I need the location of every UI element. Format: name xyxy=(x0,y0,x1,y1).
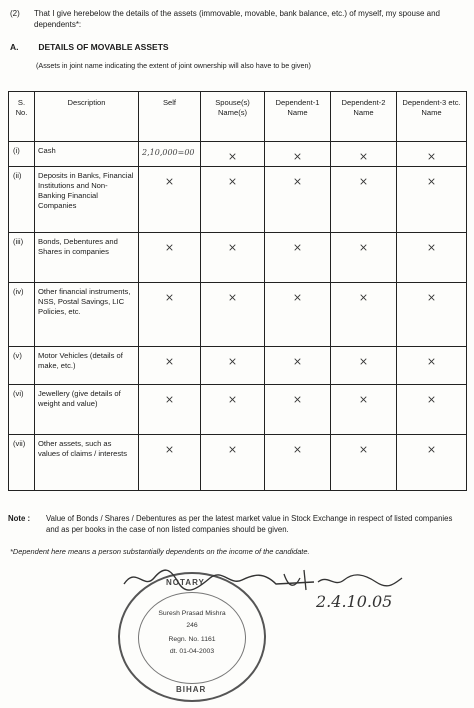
table-row xyxy=(9,283,467,347)
header-sno: S. No. xyxy=(9,92,35,142)
table-header-row xyxy=(9,92,467,142)
cross-mark: × xyxy=(201,283,265,347)
header-self: Self xyxy=(139,92,201,142)
cross-mark: × xyxy=(265,385,331,435)
stamp-number-line: 246 xyxy=(186,622,198,629)
header-dependent-1: Dependent-1 Name xyxy=(265,92,331,142)
cross-mark: × xyxy=(139,233,201,283)
cross-mark: × xyxy=(139,385,201,435)
cross-mark: × xyxy=(331,347,397,385)
row-sno: (vii) xyxy=(9,435,35,491)
dependent-footnote: *Dependent here means a person substantially dependents on the income of the candidate. xyxy=(10,547,310,556)
cross-mark: × xyxy=(265,283,331,347)
cross-mark: × xyxy=(331,283,397,347)
cross-mark: × xyxy=(139,283,201,347)
row-description: Other financial instruments, NSS, Postal Savings, LIC Policies, etc. xyxy=(35,283,139,347)
table-row xyxy=(9,435,467,491)
table-row xyxy=(9,233,467,283)
cross-mark: × xyxy=(139,435,201,491)
cross-mark: × xyxy=(265,142,331,167)
row-description: Cash xyxy=(35,142,139,167)
table-row xyxy=(9,347,467,385)
intro-text: That I give herebelow the details of the assets (immovable, movable, bank balance, etc.) of myself, my spouse and dependents*: xyxy=(34,9,440,29)
section-title: DETAILS OF MOVABLE ASSETS xyxy=(38,42,169,52)
cross-mark: × xyxy=(265,435,331,491)
movable-assets-table xyxy=(8,91,467,491)
cross-mark: × xyxy=(397,347,467,385)
cross-mark: × xyxy=(397,233,467,283)
cross-mark: × xyxy=(397,283,467,347)
cross-mark: × xyxy=(201,347,265,385)
cross-mark: × xyxy=(265,167,331,233)
cross-mark: × xyxy=(397,385,467,435)
cross-mark: × xyxy=(201,233,265,283)
row-description: Jewellery (give details of weight and value) xyxy=(35,385,139,435)
cross-mark: × xyxy=(397,167,467,233)
cross-mark: × xyxy=(139,347,201,385)
stamp-bottom-text: BIHAR xyxy=(176,685,207,694)
cross-mark: × xyxy=(331,385,397,435)
stamp-name-line: Suresh Prasad Mishra xyxy=(158,610,226,617)
section-letter: A. xyxy=(10,42,19,52)
table-row xyxy=(9,385,467,435)
table-row xyxy=(9,142,467,167)
row-description: Deposits in Banks, Financial Institutions and Non-Banking Financial Companies xyxy=(35,167,139,233)
valuation-note xyxy=(8,513,466,535)
cross-mark: × xyxy=(201,385,265,435)
cross-mark: × xyxy=(397,142,467,167)
row-sno: (v) xyxy=(9,347,35,385)
cross-mark: × xyxy=(397,435,467,491)
intro-number: (2) xyxy=(10,9,20,18)
table-row xyxy=(9,167,467,233)
row-sno: (i) xyxy=(9,142,35,167)
cross-mark: × xyxy=(331,233,397,283)
cross-mark: × xyxy=(265,347,331,385)
header-dependent-2: Dependent-2 Name xyxy=(331,92,397,142)
header-description: Description xyxy=(35,92,139,142)
cash-self-value: 2,10,000=00 xyxy=(139,142,201,167)
stamp-date-line: dt. 01-04-2003 xyxy=(169,648,215,655)
cross-mark: × xyxy=(331,167,397,233)
note-text: Value of Bonds / Shares / Debentures as per the latest market value in Stock Exchange in respect of listed companies and as per books in the case of non listed companies should be given. xyxy=(46,514,453,534)
stamp-registration-line: Regn. No. 1161 xyxy=(168,636,216,643)
cross-mark: × xyxy=(201,167,265,233)
row-sno: (iv) xyxy=(9,283,35,347)
row-sno: (vi) xyxy=(9,385,35,435)
row-description: Other assets, such as values of claims / interests xyxy=(35,435,139,491)
signature-date: 2.4.10.05 xyxy=(316,592,393,611)
cross-mark: × xyxy=(201,142,265,167)
row-description: Motor Vehicles (details of make, etc.) xyxy=(35,347,139,385)
cross-mark: × xyxy=(139,167,201,233)
section-subtitle: (Assets in joint name indicating the extent of joint ownership will also have to be given) xyxy=(36,61,311,70)
cross-mark: × xyxy=(331,142,397,167)
row-description: Bonds, Debentures and Shares in companies xyxy=(35,233,139,283)
header-dependent-3: Dependent-3 etc. Name xyxy=(397,92,467,142)
cross-mark: × xyxy=(331,435,397,491)
section-heading xyxy=(10,42,169,52)
row-sno: (ii) xyxy=(9,167,35,233)
row-sno: (iii) xyxy=(9,233,35,283)
stamp-top-text: NOTARY xyxy=(166,578,205,587)
intro-paragraph xyxy=(8,8,466,30)
cross-mark: × xyxy=(201,435,265,491)
header-spouse: Spouse(s) Name(s) xyxy=(201,92,265,142)
note-label: Note : xyxy=(8,514,31,523)
cross-mark: × xyxy=(265,233,331,283)
